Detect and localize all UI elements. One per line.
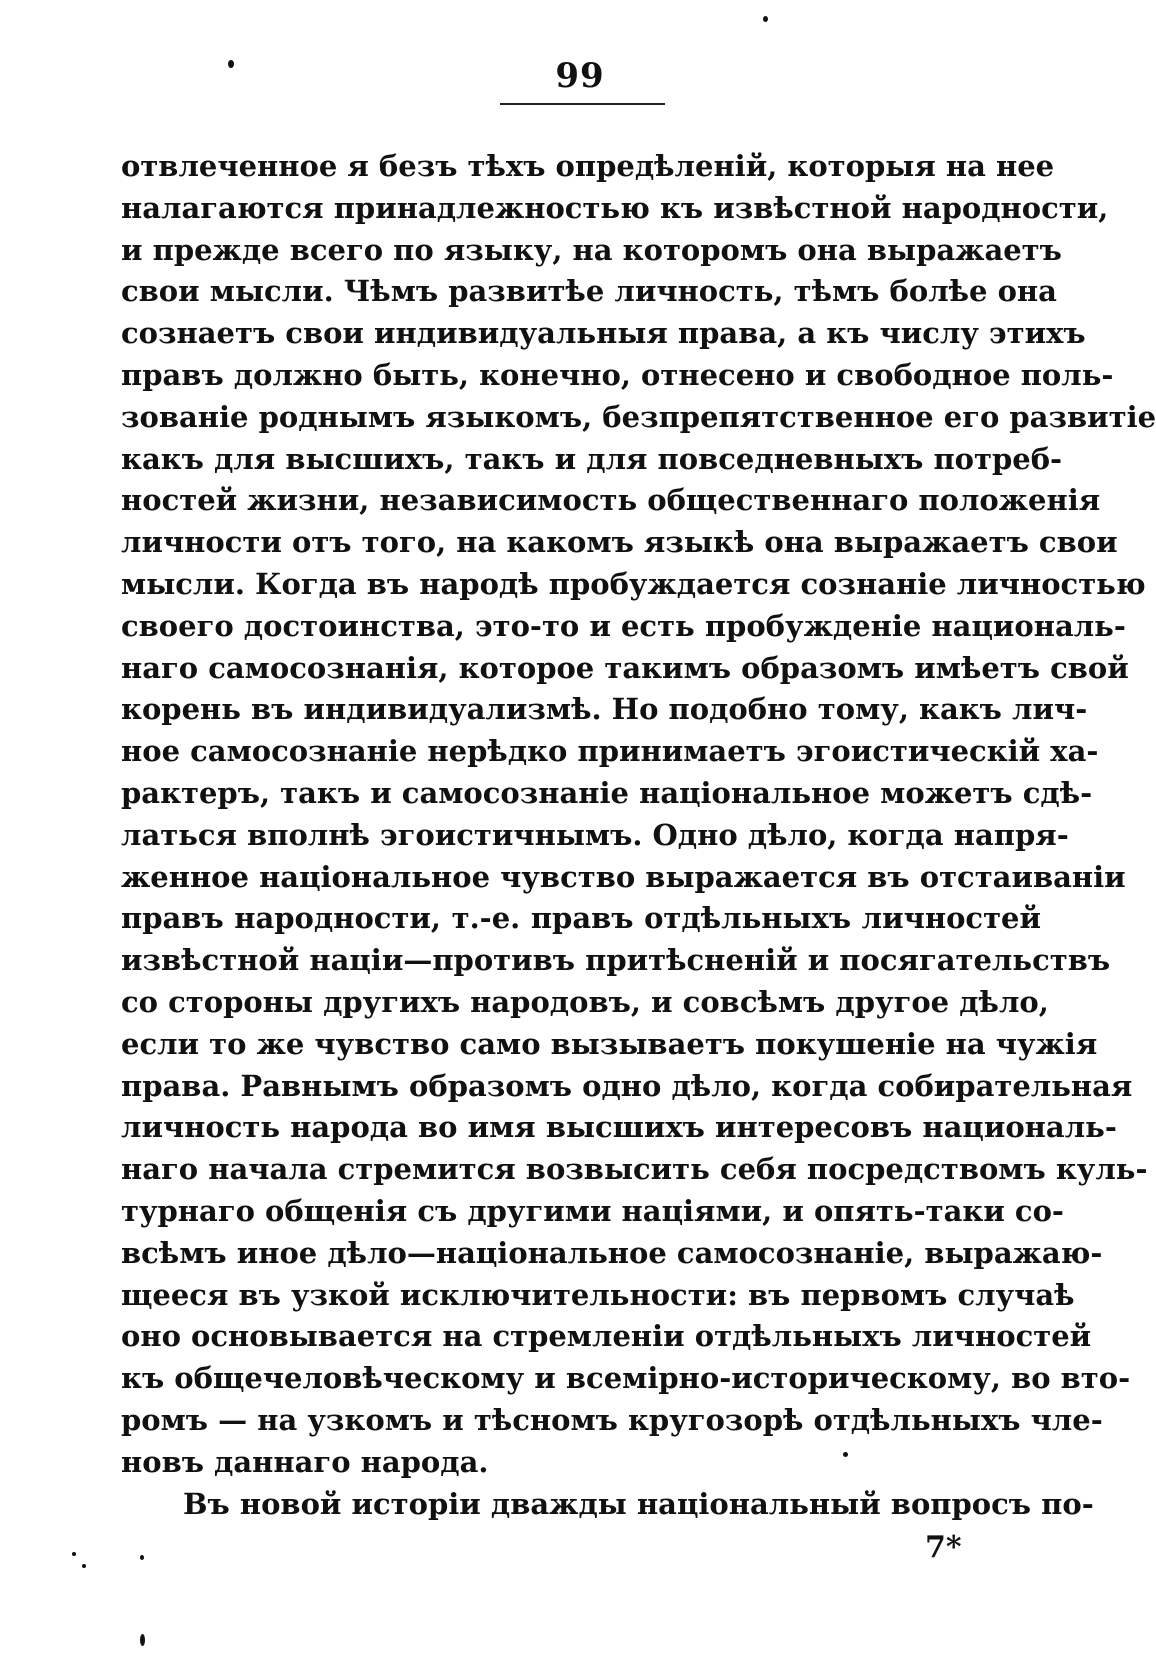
- header-rule: [500, 103, 665, 105]
- text-line: всѣмъ иное дѣло—національное самосознаніе, выражаю-: [121, 1235, 1103, 1270]
- text-line: турнаго общенія съ другими націями, и опять-таки со-: [121, 1193, 1064, 1228]
- signature-mark: 7*: [925, 1530, 962, 1565]
- text-line: со стороны другихъ народовъ, и совсѣмъ другое дѣло,: [121, 984, 1049, 1019]
- scan-speck: [140, 1634, 145, 1646]
- text-line: и прежде всего по языку, на которомъ она выражаетъ: [121, 232, 1062, 267]
- paragraph-start-line: Въ новой исторіи дважды національный вопросъ по-: [183, 1486, 1094, 1521]
- scan-speck: [72, 1552, 76, 1556]
- text-line: какъ для высшихъ, такъ и для повседневныхъ потреб-: [121, 441, 1063, 476]
- text-line: свои мысли. Чѣмъ развитѣе личность, тѣмъ болѣе она: [121, 274, 1057, 309]
- text-line: ностей жизни, независимость общественнаго положенія: [121, 483, 1101, 518]
- scan-speck: [228, 60, 234, 68]
- text-line: корень въ индивидуализмѣ. Но подобно тому, какъ лич-: [121, 692, 1088, 727]
- text-line: рактеръ, такъ и самосознаніе національное можетъ сдѣ-: [121, 775, 1093, 810]
- page-number: 99: [555, 56, 605, 96]
- paragraph-end-line: новъ даннаго народа.: [121, 1444, 489, 1479]
- text-line: правъ народности, т.-е. правъ отдѣльныхъ личностей: [121, 901, 1041, 936]
- text-line: къ общечеловѣческому и всемірно-историческому, во вто-: [121, 1361, 1131, 1396]
- body-text: [121, 146, 1156, 1525]
- text-line: личность народа во имя высшихъ интересовъ националь-: [121, 1110, 1117, 1145]
- text-line: сознаетъ свои индивидуальныя права, а къ числу этихъ: [121, 316, 1086, 351]
- text-line: налагаются принадлежностью къ извѣстной народности,: [121, 190, 1109, 225]
- text-line: извѣстной націи—противъ притѣсненій и посягательствъ: [121, 943, 1111, 978]
- text-line: отвлеченное я безъ тѣхъ опредѣленій, которыя на нее: [121, 149, 1055, 183]
- text-line: права. Равнымъ образомъ одно дѣло, когда собирательная: [121, 1068, 1133, 1103]
- text-line: своего достоинства, это-то и есть пробужденіе националь-: [121, 608, 1126, 643]
- text-line: правъ должно быть, конечно, отнесено и свободное поль-: [121, 357, 1114, 392]
- scan-speck: [140, 1555, 144, 1560]
- text-line: личности отъ того, на какомъ языкѣ она выражаетъ свои: [121, 525, 1118, 560]
- scan-speck: [843, 1452, 848, 1457]
- text-line: женное національное чувство выражается въ отстаиваніи: [121, 859, 1126, 894]
- text-line: ромъ — на узкомъ и тѣсномъ кругозорѣ отдѣльныхъ чле-: [121, 1402, 1103, 1437]
- scan-speck: [763, 16, 768, 22]
- text-line: латься вполнѣ эгоистичнымъ. Одно дѣло, когда напря-: [121, 817, 1069, 852]
- text-line: ное самосознаніе нерѣдко принимаетъ эгоистическій ха-: [121, 734, 1099, 769]
- text-line: щееся въ узкой исключительности: въ первомъ случаѣ: [121, 1277, 1075, 1312]
- text-line: если то же чувство само вызываетъ покушеніе на чужія: [121, 1026, 1098, 1061]
- text-line: зованіе роднымъ языкомъ, безпрепятственное его развитіе: [121, 399, 1156, 434]
- text-line: оно основывается на стремленіи отдѣльныхъ личностей: [121, 1319, 1092, 1354]
- scan-speck: [82, 1564, 86, 1568]
- text-line: наго самосознанія, которое такимъ образомъ имѣетъ свой: [121, 650, 1129, 685]
- text-line: наго начала стремится возвысить себя посредствомъ куль-: [121, 1152, 1148, 1187]
- text-line: мысли. Когда въ народѣ пробуждается сознаніе личностью: [121, 566, 1146, 601]
